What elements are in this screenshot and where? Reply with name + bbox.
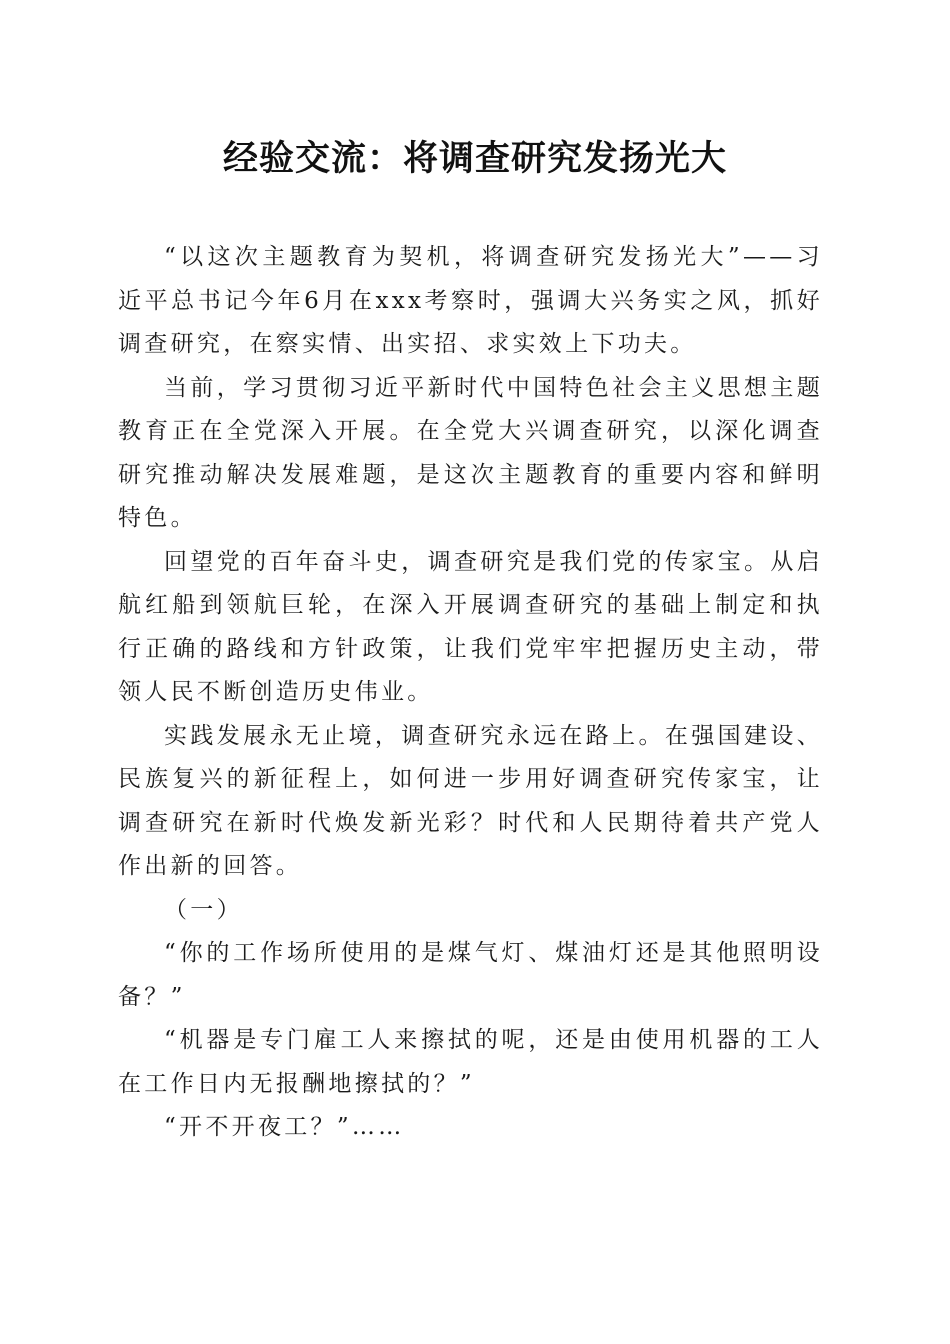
- paragraph-1: “以这次主题教育为契机，将调查研究发扬光大”——习近平总书记今年6月在xxx考察时，强调大兴务实之风，抓好调查研究，在察实情、出实招、求实效上下功夫。: [118, 244, 823, 357]
- paragraph-3: 回望党的百年奋斗史，调查研究是我们党的传家宝。从启航红船到领航巨轮，在深入开展调查研究的基础上制定和执行正确的路线和方针政策，让我们党牢牢把握历史主动，带领人民不断创造历史伟业。: [118, 548, 823, 705]
- paragraph-5: “你的工作场所使用的是煤气灯、煤油灯还是其他照明设备？”: [118, 940, 823, 1010]
- paragraph-2: 当前，学习贯彻习近平新时代中国特色社会主义思想主题教育正在全党深入开展。在全党大兴调查研究，以深化调查研究推动解决发展难题，是这次主题教育的重要内容和鲜明特色。: [118, 374, 823, 531]
- paragraph-4: 实践发展永无止境，调查研究永远在路上。在强国建设、民族复兴的新征程上，如何进一步用好调查研究传家宝，让调查研究在新时代焕发新光彩？时代和人民期待着共产党人作出新的回答。: [118, 722, 823, 879]
- document-body: [118, 236, 823, 1150]
- paragraph-7: “开不开夜工？”……: [164, 1114, 405, 1140]
- section-heading: （一）: [164, 896, 243, 923]
- document-title: 经验交流：将调查研究发扬光大: [222, 138, 727, 179]
- paragraph-6: “机器是专门雇工人来擦拭的呢，还是由使用机器的工人在工作日内无报酬地擦拭的？”: [118, 1027, 823, 1097]
